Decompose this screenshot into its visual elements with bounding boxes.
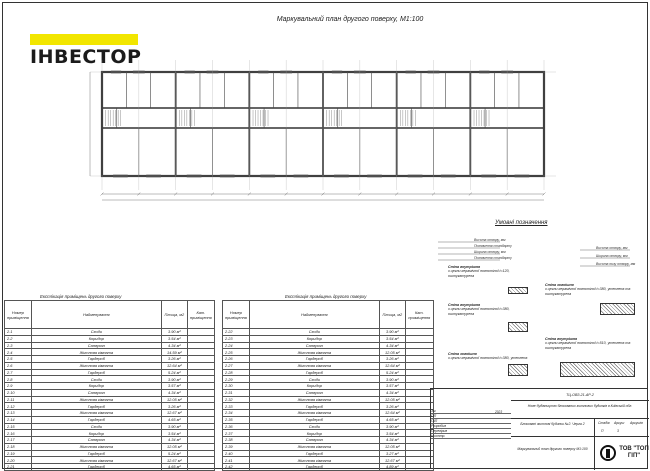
room-name: Сходи <box>249 423 379 430</box>
table-row <box>223 430 434 437</box>
room-area: 3.54 м² <box>161 335 187 342</box>
table-row <box>223 464 434 471</box>
room-area: 3.27 м² <box>379 450 405 457</box>
room-category <box>187 362 214 369</box>
room-category <box>187 450 214 457</box>
room-area: 3.90 м² <box>379 329 405 336</box>
table-row <box>5 457 215 464</box>
room-number: 2.9 <box>5 383 32 390</box>
wall-legend-2: Стіна внутрішня з цегли керамічної повнотілої t=380, оштукатурена <box>448 303 510 316</box>
legend-mark-2: Ширина отвору, мм <box>474 250 506 254</box>
room-category <box>187 396 214 403</box>
room-category <box>405 349 433 356</box>
room-name: Гардероб <box>31 450 161 457</box>
table-row <box>223 389 434 396</box>
room-category <box>405 342 433 349</box>
room-name: Житлова кімната <box>249 410 379 417</box>
room-number: 2.24 <box>223 342 250 349</box>
room-number: 2.34 <box>223 410 250 417</box>
room-area: 4.34 м² <box>161 389 187 396</box>
room-name: Коридор <box>249 430 379 437</box>
room-number: 2.20 <box>5 457 32 464</box>
table-row <box>223 396 434 403</box>
table-row <box>223 369 434 376</box>
stamp-row: ГІП <box>431 414 511 419</box>
table-row <box>223 362 434 369</box>
room-table-right <box>222 300 434 471</box>
table-row <box>223 335 434 342</box>
room-area: 4.34 м² <box>379 389 405 396</box>
wall-hatch-4 <box>600 303 635 315</box>
room-name: Сходи <box>31 423 161 430</box>
room-table-left <box>4 300 215 471</box>
stamp-row: Перевірив <box>431 429 511 434</box>
room-area: 12.05 м² <box>161 396 187 403</box>
room-category <box>187 437 214 444</box>
table-row <box>5 443 215 450</box>
table-row <box>5 410 215 417</box>
room-number: 2.39 <box>223 443 250 450</box>
legend-mark-4: Висота отвору, мм <box>596 246 628 250</box>
room-area: 5.24 м² <box>161 450 187 457</box>
room-category <box>405 329 433 336</box>
room-area: 3.57 м² <box>161 383 187 390</box>
room-name: Гардероб <box>249 356 379 363</box>
legend-mark-3: Позначення стандарту <box>474 256 512 260</box>
table-row <box>5 423 215 430</box>
room-name: Житлова кімната <box>249 349 379 356</box>
room-area: 3.26 м² <box>161 356 187 363</box>
room-number: 2.2 <box>5 335 32 342</box>
room-number: 2.17 <box>5 437 32 444</box>
stamp-row: Н.контр. <box>431 434 511 439</box>
room-area: 3.26 м² <box>379 403 405 410</box>
room-number: 2.15 <box>5 423 32 430</box>
stamp-project: Нове будівництво блокованих житлових будинків в Київській обл. <box>511 401 649 419</box>
room-category <box>187 464 214 471</box>
room-name: Сходи <box>31 329 161 336</box>
table-row <box>223 403 434 410</box>
room-number: 2.12 <box>5 403 32 410</box>
room-name: Гардероб <box>31 356 161 363</box>
room-name: Санвузол <box>31 437 161 444</box>
room-name: Гардероб <box>249 369 379 376</box>
room-number: 2.13 <box>5 410 32 417</box>
room-area: 4.65 м² <box>161 464 187 471</box>
room-area: 4.34 м² <box>379 437 405 444</box>
room-area: 3.90 м² <box>161 376 187 383</box>
table-row <box>5 430 215 437</box>
room-name: Житлова кімната <box>31 362 161 369</box>
room-name: Сходи <box>249 376 379 383</box>
room-number: 2.21 <box>5 464 32 471</box>
table-row <box>223 423 434 430</box>
room-area: 3.26 м² <box>379 356 405 363</box>
room-area: 3.26 м² <box>161 403 187 410</box>
table-row <box>223 450 434 457</box>
logo-accent-bar <box>30 34 138 45</box>
room-number: 2.16 <box>5 430 32 437</box>
room-area: 12.67 м² <box>161 410 187 417</box>
room-category <box>405 362 433 369</box>
wall-hatch-3 <box>508 364 528 376</box>
room-category <box>187 376 214 383</box>
room-area: 4.34 м² <box>161 342 187 349</box>
room-area: 3.57 м² <box>379 383 405 390</box>
wall-legend-1: Стіна внутрішня з цегли керамічної повнотілої t=120, оштукатурена <box>448 265 510 278</box>
room-number: 2.33 <box>223 403 250 410</box>
col-area: Площа, м2 <box>379 301 405 329</box>
right-table-caption: Експлікація приміщень другого поверху <box>285 294 367 299</box>
room-category <box>187 457 214 464</box>
room-name: Житлова кімната <box>31 410 161 417</box>
table-row <box>5 369 215 376</box>
room-name: Коридор <box>249 383 379 390</box>
col-cat: Кат. приміщення <box>405 301 433 329</box>
room-name: Санвузол <box>249 437 379 444</box>
wall-legend-3: Стіна зовнішня з цегли керамічної повнотілої t=380, утеплена <box>448 352 528 361</box>
table-row <box>223 329 434 336</box>
room-category <box>187 335 214 342</box>
room-name: Гардероб <box>31 369 161 376</box>
room-number: 2.10 <box>5 389 32 396</box>
legend-mark-5: Ширина отвору, мм <box>596 254 628 258</box>
table-row <box>5 349 215 356</box>
stamp-row: ГАП <box>431 419 511 424</box>
room-number: 2.5 <box>5 356 32 363</box>
stamp-drawing-name: Маркувальний план другого поверху М1:100 <box>511 437 595 470</box>
room-area: 3.90 м² <box>379 376 405 383</box>
room-name: Гардероб <box>249 403 379 410</box>
room-name: Коридор <box>31 430 161 437</box>
firm-logo-icon <box>600 445 616 461</box>
room-area: 3.90 м² <box>161 423 187 430</box>
room-number: 2.38 <box>223 437 250 444</box>
room-number: 2.18 <box>5 443 32 450</box>
room-number: 2.41 <box>223 457 250 464</box>
table-row <box>5 396 215 403</box>
room-number: 2.19 <box>5 450 32 457</box>
stamp-firm <box>595 437 649 470</box>
room-name: Гардероб <box>249 450 379 457</box>
room-number: 2.42 <box>223 464 250 471</box>
room-number: 2.31 <box>223 389 250 396</box>
col-cat: Кат. приміщення <box>187 301 214 329</box>
room-name: Житлова кімната <box>31 349 161 356</box>
room-number: 2.7 <box>5 369 32 376</box>
floor-plan <box>72 50 562 205</box>
room-number: 2.30 <box>223 383 250 390</box>
table-row <box>5 329 215 336</box>
table-row <box>223 383 434 390</box>
room-number: 2.25 <box>223 349 250 356</box>
col-num: Номер приміщення <box>5 301 32 329</box>
room-area: 5.24 м² <box>379 369 405 376</box>
table-row <box>5 403 215 410</box>
table-row <box>5 376 215 383</box>
drawing-title: Маркувальний план другого поверху, М1:100 <box>276 16 424 23</box>
table-row <box>223 349 434 356</box>
room-category <box>187 443 214 450</box>
room-number: 2.26 <box>223 356 250 363</box>
table-row <box>5 416 215 423</box>
wall-legend-4: Стіна зовнішня з цегли керамічної повнотілої t=380, утеплена та оштукатурена <box>545 283 631 296</box>
room-name: Санвузол <box>249 389 379 396</box>
room-number: 2.28 <box>223 369 250 376</box>
room-category <box>405 356 433 363</box>
room-name: Коридор <box>31 335 161 342</box>
left-table-caption: Експлікація приміщень другого поверху <box>40 294 122 299</box>
room-number: 2.11 <box>5 396 32 403</box>
room-number: 2.36 <box>223 423 250 430</box>
room-name: Житлова кімната <box>31 396 161 403</box>
room-category <box>187 356 214 363</box>
col-area: Площа, м2 <box>161 301 187 329</box>
room-name: Коридор <box>31 383 161 390</box>
stamp-doc-code: ТЦ-ОВЗ-21-АР-2 <box>511 389 649 401</box>
logo-text: ІНВЕСТОР <box>30 46 142 68</box>
stamp-year: 2023 <box>495 410 503 414</box>
room-name: Санвузол <box>31 342 161 349</box>
room-name: Коридор <box>249 335 379 342</box>
wall-hatch-2 <box>508 322 528 332</box>
table-row <box>5 389 215 396</box>
room-number: 2.27 <box>223 362 250 369</box>
room-category <box>187 383 214 390</box>
room-number: 2.29 <box>223 376 250 383</box>
room-area: 4.65 м² <box>379 416 405 423</box>
legend-mark-1: Позначення стандарту <box>474 244 512 248</box>
wall-hatch-5 <box>560 362 635 377</box>
room-name: Сходи <box>249 329 379 336</box>
room-area: 14.59 м² <box>161 349 187 356</box>
room-area: 12.64 м² <box>379 362 405 369</box>
room-number: 2.35 <box>223 416 250 423</box>
room-name: Гардероб <box>31 403 161 410</box>
table-row <box>223 457 434 464</box>
room-area: 3.54 м² <box>379 430 405 437</box>
room-area: 3.90 м² <box>161 329 187 336</box>
room-area: 4.34 м² <box>161 437 187 444</box>
room-name: Житлова кімната <box>31 443 161 450</box>
stamp-row: Зм. <box>431 409 511 414</box>
room-category <box>187 349 214 356</box>
legend-title: Умовні позначення <box>495 220 548 226</box>
col-name: Найменування <box>249 301 379 329</box>
room-name: Гардероб <box>31 464 161 471</box>
room-name: Сходи <box>31 376 161 383</box>
room-number: 2.4 <box>5 349 32 356</box>
room-name: Гардероб <box>249 416 379 423</box>
room-area: 12.05 м² <box>379 443 405 450</box>
table-row <box>5 437 215 444</box>
table-row <box>5 335 215 342</box>
room-number: 2.1 <box>5 329 32 336</box>
room-number: 2.3 <box>5 342 32 349</box>
room-number: 2.14 <box>5 416 32 423</box>
table-row <box>223 443 434 450</box>
room-number: 2.6 <box>5 362 32 369</box>
room-area: 4.65 м² <box>161 416 187 423</box>
col-name: Найменування <box>31 301 161 329</box>
stamp-object: Блоковані житлові будинки №2. Черга 2 <box>511 419 595 437</box>
room-area: 4.89 м² <box>379 464 405 471</box>
room-category <box>187 416 214 423</box>
wall-legend-5: Стіна внутрішня з цегли керамічної повнотілої t=510, утеплена та оштукатурена <box>545 337 631 350</box>
room-number: 2.22 <box>223 329 250 336</box>
table-row <box>223 410 434 417</box>
room-category <box>405 335 433 342</box>
room-category <box>187 423 214 430</box>
room-name: Житлова кімната <box>249 362 379 369</box>
room-area: 3.54 м² <box>161 430 187 437</box>
room-name: Санвузол <box>249 342 379 349</box>
table-row <box>5 383 215 390</box>
room-name: Житлова кімната <box>249 396 379 403</box>
room-area: 12.67 м² <box>161 457 187 464</box>
room-area: 5.24 м² <box>161 369 187 376</box>
room-area: 12.05 м² <box>379 396 405 403</box>
table-row <box>223 416 434 423</box>
table-row <box>5 464 215 471</box>
table-row <box>5 450 215 457</box>
room-name: Житлова кімната <box>249 443 379 450</box>
room-area: 12.05 м² <box>379 349 405 356</box>
room-number: 2.32 <box>223 396 250 403</box>
table-row <box>5 356 215 363</box>
room-number: 2.23 <box>223 335 250 342</box>
room-area: 12.64 м² <box>379 410 405 417</box>
room-area: 4.34 м² <box>379 342 405 349</box>
legend-mark-0: Висота отвору, мм <box>474 238 506 242</box>
title-block <box>430 388 648 469</box>
table-row <box>5 362 215 369</box>
room-category <box>405 376 433 383</box>
room-category <box>187 369 214 376</box>
table-row <box>223 356 434 363</box>
room-category <box>187 389 214 396</box>
wall-hatch-1 <box>508 287 528 294</box>
room-category <box>187 403 214 410</box>
room-category <box>405 369 433 376</box>
firm-name: ТОВ "ТОП ГІП" <box>619 446 649 459</box>
table-row <box>223 376 434 383</box>
room-category <box>187 430 214 437</box>
table-row <box>223 437 434 444</box>
room-name: Гардероб <box>31 416 161 423</box>
room-name: Гардероб <box>249 464 379 471</box>
room-area: 12.64 м² <box>161 362 187 369</box>
legend-mark-6: Висота низу отвору, мм <box>596 262 636 266</box>
table-row <box>223 342 434 349</box>
room-area: 12.05 м² <box>161 443 187 450</box>
room-name: Санвузол <box>31 389 161 396</box>
col-num: Номер приміщення <box>223 301 250 329</box>
room-number: 2.40 <box>223 450 250 457</box>
room-number: 2.8 <box>5 376 32 383</box>
room-area: 3.90 м² <box>379 423 405 430</box>
room-category <box>187 410 214 417</box>
room-name: Житлова кімната <box>31 457 161 464</box>
room-number: 2.37 <box>223 430 250 437</box>
room-area: 3.54 м² <box>379 335 405 342</box>
stamp-row: Розробив <box>431 424 511 429</box>
table-row <box>5 342 215 349</box>
room-name: Житлова кімната <box>249 457 379 464</box>
room-area: 12.67 м² <box>379 457 405 464</box>
stamp-sheet: Стадія Аркуш Аркушів П 3 <box>595 419 649 437</box>
room-category <box>187 342 214 349</box>
room-category <box>187 329 214 336</box>
